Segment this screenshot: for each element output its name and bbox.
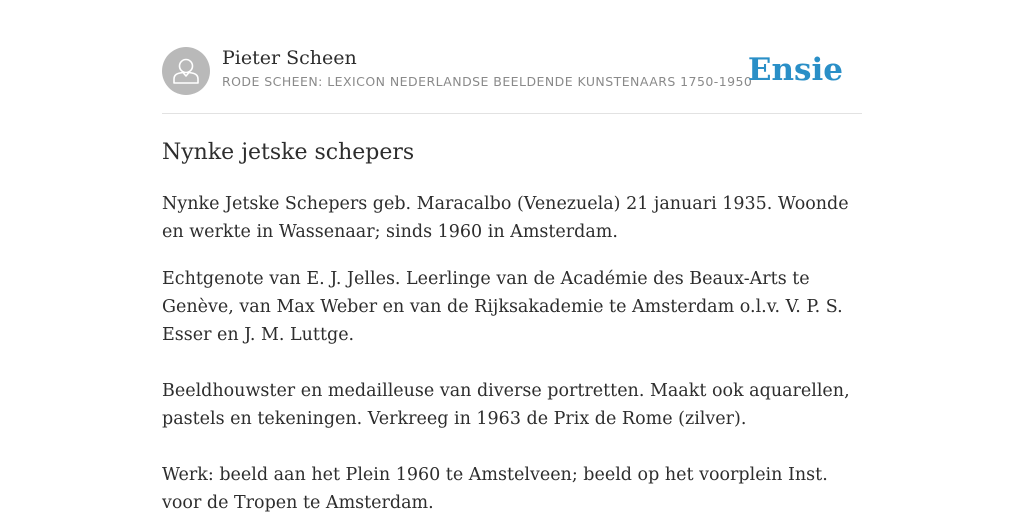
user-silhouette-icon <box>162 47 210 95</box>
avatar[interactable] <box>162 47 210 95</box>
page-title: Nynke jetske schepers <box>162 140 415 165</box>
ensie-logo[interactable]: Ensie <box>747 52 843 88</box>
author-name[interactable]: Pieter Scheen <box>222 47 357 69</box>
source-label: RODE SCHEEN: LEXICON NEDERLANDSE BEELDENDE KUNSTENAARS 1750-1950 <box>222 74 753 89</box>
paragraph: Werk: beeld aan het Plein 1960 te Amstelveen; beeld op het voorplein Inst. voor de Tropen te Amsterdam. <box>162 465 828 512</box>
article-body <box>162 190 862 512</box>
paragraph: Echtgenote van E. J. Jelles. Leerlinge van de Académie des Beaux-Arts te Genève, van Max Weber en van de Rijksakademie te Amsterdam o.l.v. V. P. S. Esser en J. M. Luttge. <box>162 269 843 345</box>
paragraph: Nynke Jetske Schepers geb. Maracalbo (Venezuela) 21 januari 1935. Woonde en werkte in Wassenaar; sinds 1960 in Amsterdam. <box>162 194 849 242</box>
paragraph: Beeldhouwster en medailleuse van diverse portretten. Maakt ook aquarellen, pastels en tekeningen. Verkreeg in 1963 de Prix de Rome (zilver). <box>162 381 850 429</box>
page <box>162 0 862 512</box>
author-header <box>162 46 862 114</box>
